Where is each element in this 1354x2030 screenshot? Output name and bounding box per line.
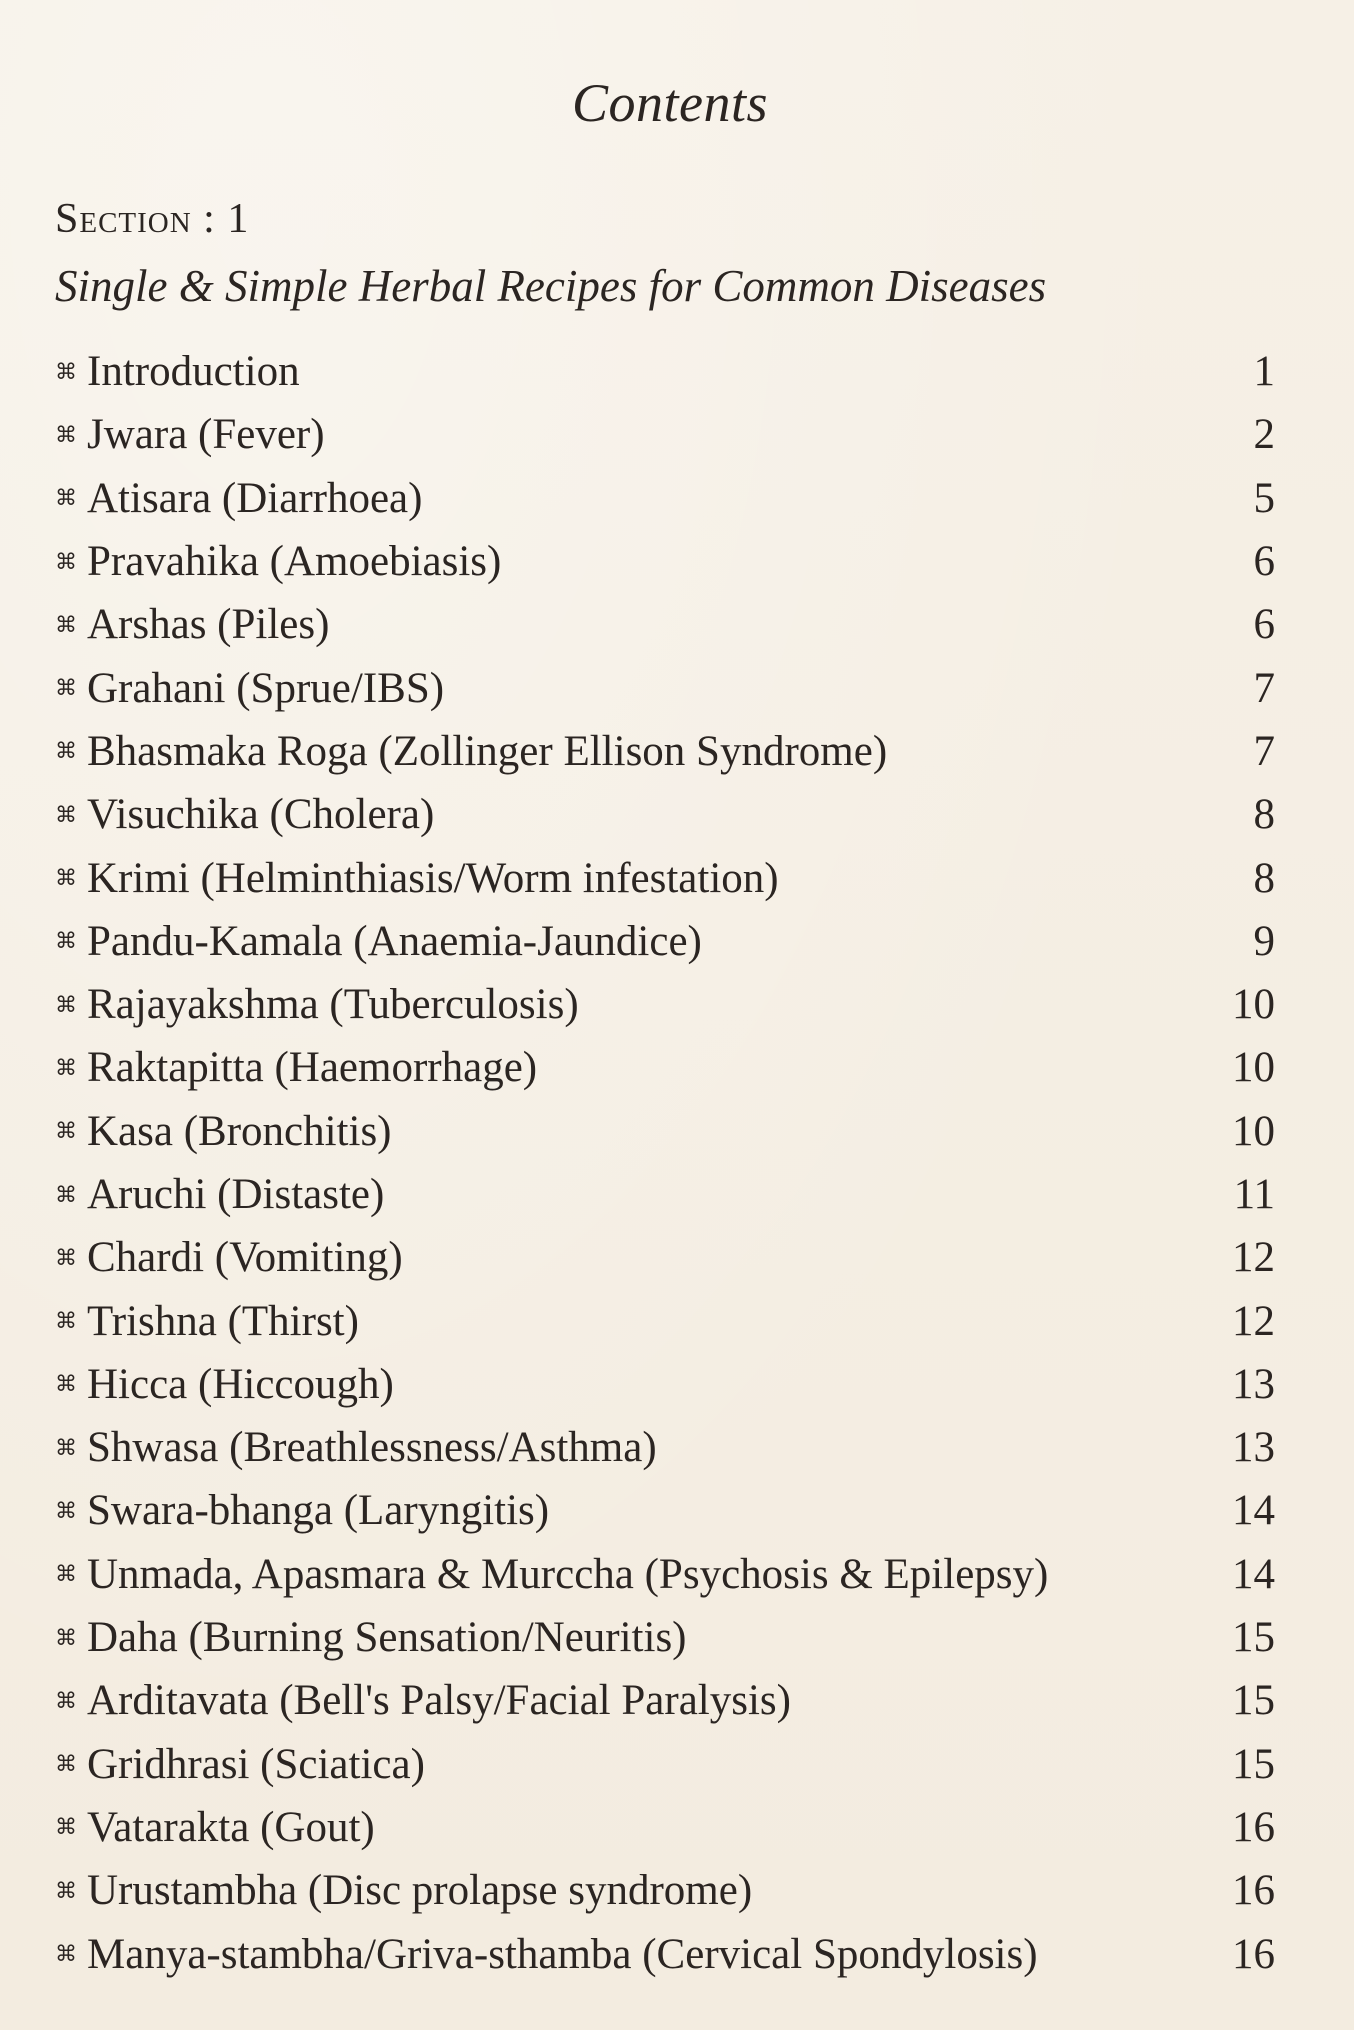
- toc-entry-title: Daha (Burning Sensation/Neuritis): [87, 1614, 687, 1662]
- bullet-icon: ⌘: [55, 991, 77, 1017]
- toc-entry-page-number: 15: [1232, 1677, 1275, 1725]
- toc-entry-page-number: 8: [1253, 854, 1275, 902]
- bullet-icon: ⌘: [55, 801, 77, 827]
- bullet-icon: ⌘: [55, 865, 77, 891]
- bullet-icon: ⌘: [55, 1814, 77, 1840]
- toc-entry: [55, 1922, 1275, 1985]
- toc-entry-page-number: 5: [1253, 474, 1275, 522]
- toc-entry-title: Rajayakshma (Tuberculosis): [87, 981, 579, 1029]
- toc-entry-title: Aruchi (Distaste): [87, 1171, 385, 1218]
- bullet-icon: ⌘: [55, 1434, 77, 1460]
- toc-entry-page-number: 10: [1232, 1107, 1275, 1155]
- bullet-icon: ⌘: [55, 1941, 77, 1967]
- toc-entry: [55, 467, 1275, 530]
- bullet-icon: ⌘: [55, 1371, 77, 1397]
- bullet-icon: ⌘: [55, 548, 77, 574]
- toc-entry-title: Gridhrasi (Sciatica): [87, 1740, 425, 1788]
- toc-entry-page-number: 16: [1232, 1867, 1275, 1915]
- toc-entry-page-number: 2: [1253, 411, 1275, 459]
- toc-entry-page-number: 12: [1232, 1234, 1275, 1282]
- toc-entry-page-number: 15: [1232, 1614, 1275, 1662]
- page-title: Contents: [571, 73, 768, 133]
- toc-entry: [55, 1226, 1275, 1289]
- toc-entry-page-number: 9: [1253, 917, 1275, 965]
- bullet-icon: ⌘: [55, 1687, 77, 1713]
- bullet-icon: ⌘: [55, 1561, 77, 1587]
- bullet-icon: ⌘: [55, 611, 77, 637]
- section-subtitle: Single & Simple Herbal Recipes for Common Diseases: [55, 261, 1047, 311]
- toc-entry: [55, 1163, 1275, 1226]
- bullet-icon: ⌘: [55, 1497, 77, 1523]
- bullet-icon: ⌘: [55, 738, 77, 764]
- toc-entry: [55, 1416, 1275, 1479]
- toc-entry: [55, 720, 1275, 783]
- bullet-icon: ⌘: [55, 675, 77, 701]
- toc-entry: [55, 973, 1275, 1036]
- toc-entry-title: Swara-bhanga (Laryngitis): [87, 1487, 550, 1535]
- toc-entry-title: Grahani (Sprue/IBS): [87, 664, 445, 712]
- bullet-icon: ⌘: [55, 1181, 77, 1207]
- toc-entry-page-number: 1: [1253, 348, 1275, 396]
- toc-entry-title: Chardi (Vomiting): [87, 1234, 403, 1282]
- table-of-contents: [55, 340, 1275, 1986]
- bullet-icon: ⌘: [55, 1244, 77, 1270]
- toc-entry-page-number: 13: [1232, 1424, 1275, 1472]
- toc-entry: [55, 1036, 1275, 1099]
- bullet-icon: ⌘: [55, 1054, 77, 1080]
- toc-entry-page-number: 15: [1232, 1740, 1275, 1788]
- toc-entry: [55, 593, 1275, 656]
- toc-entry-title: Vatarakta (Gout): [87, 1803, 375, 1851]
- toc-entry-title: Jwara (Fever): [87, 411, 325, 459]
- section-label: Section : 1: [55, 196, 250, 242]
- toc-entry-title: Arshas (Piles): [87, 601, 330, 649]
- bullet-icon: ⌘: [55, 1877, 77, 1903]
- toc-entry-page-number: 10: [1232, 981, 1275, 1029]
- bullet-icon: ⌘: [55, 928, 77, 954]
- bullet-icon: ⌘: [55, 1308, 77, 1334]
- toc-entry: [55, 1479, 1275, 1542]
- toc-entry-page-number: 16: [1232, 1930, 1275, 1978]
- toc-entry-page-number: 10: [1232, 1044, 1275, 1092]
- toc-entry-page-number: 6: [1253, 538, 1275, 586]
- toc-entry-title: Bhasmaka Roga (Zollinger Ellison Syndrome): [87, 727, 888, 775]
- toc-entry-title: Atisara (Diarrhoea): [87, 474, 423, 522]
- toc-entry-title: Hicca (Hiccough): [87, 1360, 394, 1408]
- toc-entry-title: Pravahika (Amoebiasis): [87, 538, 502, 586]
- toc-entry-title: Trishna (Thirst): [87, 1297, 359, 1345]
- toc-entry-page-number: 16: [1232, 1803, 1275, 1851]
- toc-entry-page-number: 6: [1253, 601, 1275, 649]
- toc-entry-page-number: 7: [1253, 727, 1275, 775]
- toc-entry-title: Arditavata (Bell's Palsy/Facial Paralysis): [87, 1677, 791, 1725]
- toc-entry: [55, 1100, 1275, 1163]
- toc-entry: [55, 530, 1275, 593]
- bullet-icon: ⌘: [55, 358, 77, 384]
- toc-entry-title: Pandu-Kamala (Anaemia-Jaundice): [87, 917, 702, 965]
- toc-entry: [55, 1669, 1275, 1732]
- toc-entry-title: Visuchika (Cholera): [87, 791, 435, 839]
- toc-entry-page-number: 11: [1233, 1171, 1275, 1218]
- toc-entry: [55, 1606, 1275, 1669]
- toc-entry: [55, 846, 1275, 909]
- toc-entry-title: Manya-stambha/Griva-sthamba (Cervical Spondylosis): [87, 1930, 1038, 1978]
- toc-entry: [55, 1353, 1275, 1416]
- toc-entry-title: Kasa (Bronchitis): [87, 1107, 392, 1155]
- bullet-icon: ⌘: [55, 1118, 77, 1144]
- toc-entry: [55, 1796, 1275, 1859]
- bullet-icon: ⌘: [55, 1751, 77, 1777]
- toc-entry: [55, 1289, 1275, 1352]
- toc-entry-page-number: 7: [1253, 664, 1275, 712]
- bullet-icon: ⌘: [55, 1624, 77, 1650]
- toc-entry: [55, 910, 1275, 973]
- toc-entry: [55, 1859, 1275, 1922]
- toc-entry-title: Unmada, Apasmara & Murccha (Psychosis & Epilepsy): [87, 1550, 1049, 1598]
- toc-entry-page-number: 14: [1232, 1487, 1275, 1535]
- toc-entry: [55, 656, 1275, 719]
- toc-entry: [55, 403, 1275, 466]
- toc-entry: [55, 340, 1275, 403]
- bullet-icon: ⌘: [55, 421, 77, 447]
- toc-entry-title: Krimi (Helminthiasis/Worm infestation): [87, 854, 779, 902]
- toc-entry-title: Introduction: [87, 348, 300, 396]
- bullet-icon: ⌘: [55, 485, 77, 511]
- toc-entry: [55, 783, 1275, 846]
- toc-entry: [55, 1543, 1275, 1606]
- toc-entry-title: Urustambha (Disc prolapse syndrome): [87, 1867, 753, 1915]
- toc-entry-page-number: 12: [1232, 1297, 1275, 1345]
- toc-entry-title: Raktapitta (Haemorrhage): [87, 1044, 538, 1092]
- toc-entry-page-number: 8: [1253, 791, 1275, 839]
- toc-entry-page-number: 13: [1232, 1360, 1275, 1408]
- toc-entry-page-number: 14: [1232, 1550, 1275, 1598]
- toc-entry: [55, 1733, 1275, 1796]
- toc-entry-title: Shwasa (Breathlessness/Asthma): [87, 1424, 657, 1472]
